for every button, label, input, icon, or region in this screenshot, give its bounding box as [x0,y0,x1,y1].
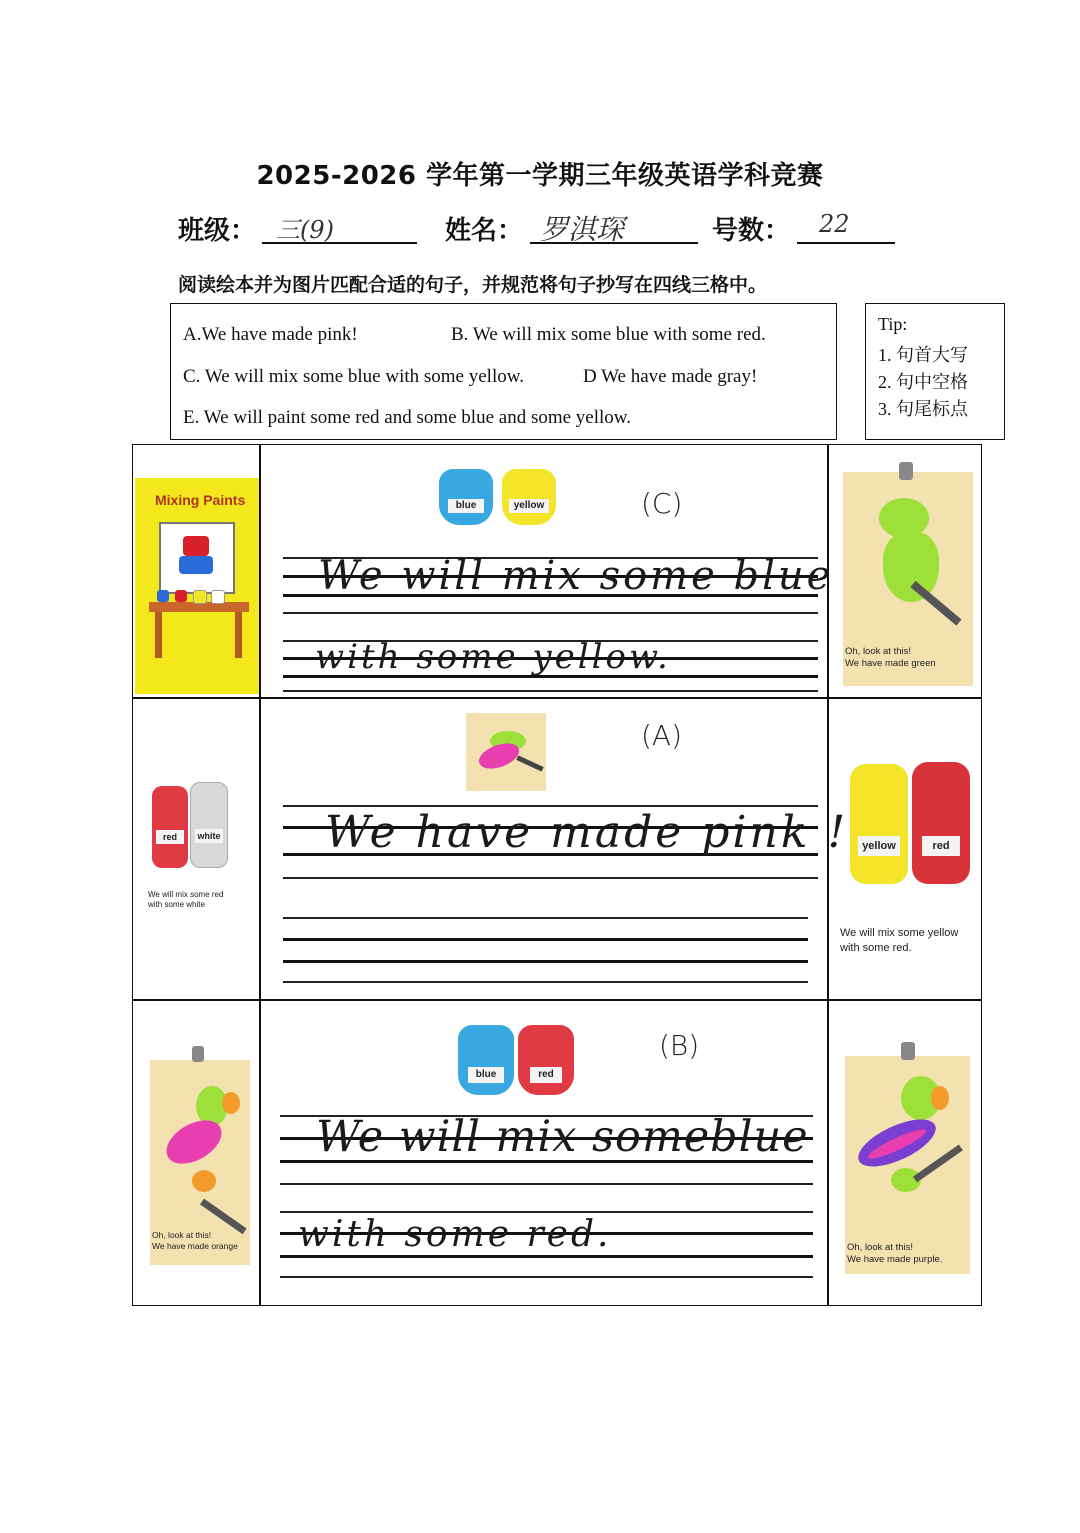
handwritten-sentence: We will mix some blue [318,553,834,599]
name-value: 罗淇琛 [540,213,625,246]
paintbrush-icon [910,581,961,626]
writing-line [280,1276,813,1278]
red-paint-jar [518,1025,574,1095]
jar-label: white [195,829,223,843]
writing-line [283,877,818,879]
writing-line [283,612,818,614]
green-parrot-picture [843,472,973,686]
picture-caption: Oh, look at this! [845,646,912,657]
picture-caption: Oh, look at this! [152,1230,212,1240]
easel-canvas [159,522,235,594]
clip-icon [899,462,913,480]
paintbrush-icon [200,1199,247,1235]
option-e: E. We will paint some red and some blue and some yellow. [183,407,632,428]
answer-mark: (B) [659,1029,700,1062]
jar-label: blue [448,499,484,513]
red-paint-jar [912,762,970,884]
picture-caption: Oh, look at this! [847,1242,914,1253]
number-field[interactable] [797,208,895,244]
tip-title: Tip: [878,314,908,334]
writing-line [283,981,808,983]
handwritten-sentence: We will mix someblue [316,1112,809,1162]
red-paint-jar [152,786,188,868]
writing-line [283,917,808,919]
writing-line [280,1255,813,1258]
writing-line [280,1211,813,1213]
class-field[interactable] [262,208,417,244]
option-c: C. We will mix some blue with some yellow. [183,366,524,387]
page-title: 2025-2026 学年第一学期三年级英语学科竞赛 [256,161,824,191]
jar-label: red [530,1067,562,1083]
yellow-paint-jar [850,764,908,884]
instruction-text: 阅读绘本并为图片匹配合适的句子，并规范将句子抄写在四线三格中。 [178,274,768,296]
picture-caption: with some white [148,900,205,909]
clip-icon [901,1042,915,1060]
tip-item: 3. 句尾标点 [878,399,968,419]
writing-line [283,960,808,963]
picture-caption: We have made orange [152,1241,238,1251]
book-cover-image [135,478,259,694]
name-field[interactable] [530,208,698,244]
writing-line [283,690,818,692]
answer-mark: (A) [641,719,683,752]
book-title: Mixing Paints [155,492,246,508]
picture-caption: We will mix some yellow [840,927,959,939]
name-label: 姓名： [445,216,524,246]
handwritten-sentence: with some red. [298,1214,612,1255]
yellow-paint-jar [502,469,556,525]
blue-paint-jar [439,469,493,525]
tip-item: 1. 句首大写 [878,345,968,365]
pink-parrot-thumbnail [466,713,546,791]
option-d: D We have made gray! [583,366,758,387]
option-a: A.We have made pink! [183,324,358,345]
handwritten-sentence: We have made pink ! [325,807,849,858]
writing-line [283,938,808,941]
blue-paint-jar [458,1025,514,1095]
white-paint-jar [190,782,228,868]
jar-label: blue [468,1067,504,1083]
jar-label: red [156,830,184,844]
row-divider [132,697,982,699]
row-divider [132,999,982,1001]
picture-caption: We will mix some red [148,890,224,899]
jar-label: yellow [509,499,549,513]
number-label: 号数： [712,216,791,246]
option-b: B. We will mix some blue with some red. [451,324,766,345]
writing-line [280,1183,813,1185]
tip-box [865,303,1005,440]
purple-parrot-picture [845,1056,970,1274]
options-box [170,303,837,440]
picture-caption: with some red. [840,942,912,954]
number-value: 22 [819,210,850,238]
jar-label: red [922,836,960,856]
jar-label: yellow [858,836,900,856]
class-label: 班级： [178,216,257,246]
class-value: 三(9) [276,216,334,244]
clip-icon [192,1046,204,1062]
column-divider [259,444,261,1306]
picture-caption: We have made purple. [847,1254,943,1265]
tip-item: 2. 句中空格 [878,372,968,392]
answer-mark: (C) [641,487,683,520]
picture-caption: We have made green [845,658,936,669]
paintbrush-icon [913,1145,963,1183]
handwritten-sentence: with some yellow. [315,637,671,677]
orange-parrot-picture [150,1060,250,1265]
